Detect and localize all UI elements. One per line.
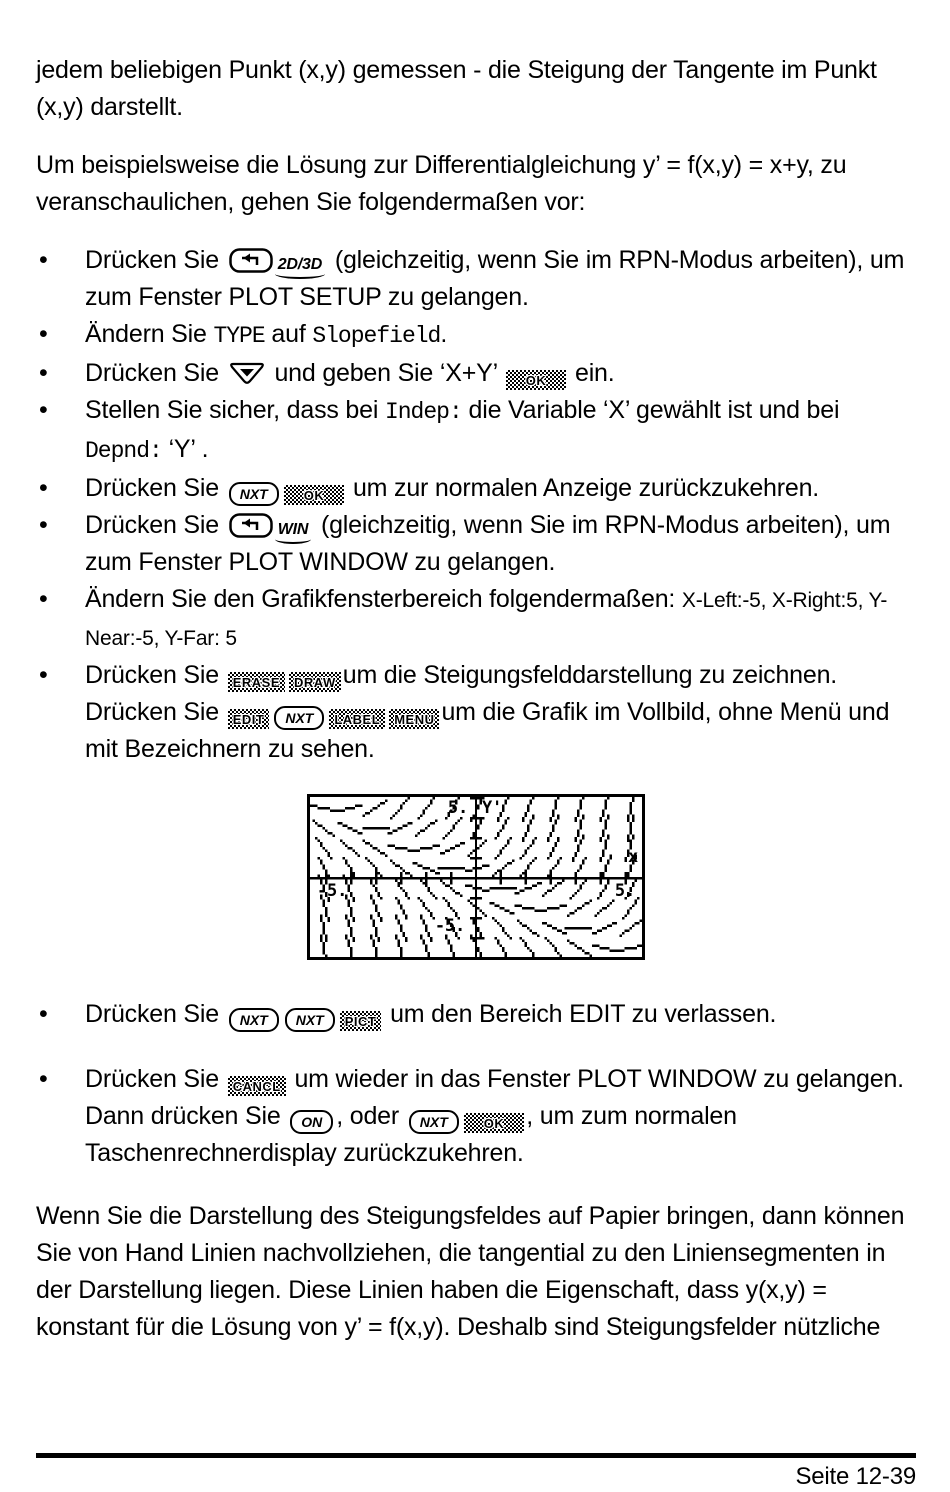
footer-rule bbox=[36, 1453, 916, 1458]
calculator-screenshot bbox=[307, 794, 645, 960]
bullet-item bbox=[36, 392, 916, 470]
shifted-label-2d3d: 2D/3D bbox=[277, 256, 323, 273]
screen-label-x-axis: x bbox=[627, 847, 638, 867]
softkey-pict: PICT bbox=[340, 1011, 382, 1031]
paragraph bbox=[36, 147, 916, 221]
text-run: Stellen Sie sicher, dass bei bbox=[85, 396, 385, 424]
text-run: Drücken Sie bbox=[85, 1000, 226, 1028]
text-run: Wenn Sie die Darstellung des Steigungsfeldes auf Papier bringen, dann können Sie von Hand Linien nachvollziehen, die tangential zu den Liniensegmenten in der Darstellung liegen. Diese Linien haben die Eigenschaft, dass y(x,y) = konstant für die Lösung von y’ = f(x,y). Deshalb sind Steigungsfelder nützliche bbox=[36, 1202, 905, 1341]
keycap-on: ON bbox=[290, 1110, 333, 1134]
text-run: die Variable ‘X’ gewählt ist und bei bbox=[461, 396, 840, 424]
text-run: um die Grafik im Vollbild, ohne Menü und mit Bezeichnern zu sehen. bbox=[85, 698, 890, 763]
text-run: um die Steigungsfelddarstellung zu zeichnen. Drücken Sie bbox=[85, 661, 838, 726]
keycap-nxt: NXT bbox=[274, 706, 324, 730]
text-run: und geben Sie ‘X+Y’ bbox=[267, 359, 504, 387]
keycap-nxt: NXT bbox=[409, 1110, 459, 1134]
text-run: , um zum normalen Taschenrechnerdisplay zurückzukehren. bbox=[85, 1102, 737, 1167]
bullet-item bbox=[36, 355, 916, 392]
screen-label-y-bottom: -5. bbox=[434, 916, 465, 936]
text-run: Drücken Sie bbox=[85, 661, 226, 689]
softkey-ok: OK bbox=[464, 1113, 525, 1133]
text-run: , oder bbox=[336, 1102, 406, 1130]
text-run: Ändern Sie bbox=[85, 320, 214, 348]
text-run: Drücken Sie bbox=[85, 511, 226, 539]
text-run-small: X-Left:-5, X-Right:5, Y-Near:-5, Y-Far: 5 bbox=[85, 589, 888, 650]
text-run: ein. bbox=[568, 359, 615, 387]
paragraph bbox=[36, 1198, 916, 1346]
bullet-item bbox=[36, 242, 916, 316]
bullet-item bbox=[36, 1061, 916, 1172]
keycap-nxt: NXT bbox=[229, 1008, 279, 1032]
keycap-nxt: NXT bbox=[229, 482, 279, 506]
bullet-item bbox=[36, 657, 916, 768]
bullet-list bbox=[36, 242, 916, 768]
text-run: jedem beliebigen Punkt (x,y) gemessen - die Steigung der Tangente im Punkt (x,y) darstellt. bbox=[36, 56, 877, 121]
text-run: um wieder in das Fenster PLOT WINDOW zu gelangen. Dann drücken Sie bbox=[85, 1065, 904, 1130]
screen-label-x-left: -5. bbox=[317, 881, 348, 901]
text-run: auf bbox=[264, 320, 313, 348]
text-run: Drücken Sie bbox=[85, 474, 226, 502]
bullet-list bbox=[36, 996, 916, 1172]
softkey-edit: EDIT bbox=[228, 709, 270, 729]
softkey-ok: OK bbox=[284, 485, 345, 505]
text-run: um den Bereich EDIT zu verlassen. bbox=[383, 1000, 777, 1028]
text-run: Ändern Sie den Grafikfensterbereich folgendermaßen: bbox=[85, 585, 682, 613]
paragraph bbox=[36, 52, 916, 126]
softkey-ok: OK bbox=[506, 370, 567, 390]
bullet-item bbox=[36, 470, 916, 507]
page-number: Seite 12-39 bbox=[795, 1463, 916, 1490]
text-run: ‘Y’ . bbox=[161, 435, 209, 463]
text-run: Drücken Sie bbox=[85, 359, 226, 387]
text-run: Um beispielsweise die Lösung zur Differentialgleichung y’ = f(x,y) = x+y, zu veranschaulichen, gehen Sie folgendermaßen vor: bbox=[36, 151, 847, 216]
screen-label-x-right: 5. bbox=[614, 881, 635, 901]
left-shift-key-icon bbox=[226, 246, 276, 274]
text-run: (gleichzeitig, wenn Sie im RPN-Modus arbeiten), um zum Fenster PLOT SETUP zu gelangen. bbox=[85, 246, 905, 311]
text-run: Drücken Sie bbox=[85, 246, 226, 274]
shifted-label-win: WIN bbox=[277, 521, 309, 538]
softkey-erase: ERASE bbox=[228, 672, 285, 692]
left-shift-key-icon bbox=[226, 511, 276, 539]
softkey-draw: DRAW bbox=[289, 672, 341, 692]
down-arrow-key-icon bbox=[226, 359, 268, 387]
text-run: Drücken Sie bbox=[85, 1065, 226, 1093]
mono-text: Slopefield bbox=[312, 323, 441, 349]
text-run: . bbox=[440, 320, 448, 348]
mono-text: Indep: bbox=[384, 399, 462, 425]
text-run: um zur normalen Anzeige zurückzukehren. bbox=[346, 474, 820, 502]
softkey-label: LABEL bbox=[329, 709, 385, 729]
page-content bbox=[36, 52, 916, 1367]
softkey-cancl: CANCL bbox=[228, 1076, 286, 1096]
bullet-item bbox=[36, 996, 916, 1033]
keycap-nxt: NXT bbox=[285, 1008, 335, 1032]
text-run: (gleichzeitig, wenn Sie im RPN-Modus arbeiten), um zum Fenster PLOT WINDOW zu gelangen. bbox=[85, 511, 891, 576]
screen-label-y-axis: Y' bbox=[482, 798, 503, 818]
bullet-item bbox=[36, 316, 916, 355]
bullet-item bbox=[36, 507, 916, 581]
mono-text: TYPE bbox=[213, 323, 265, 349]
screen-label-y-top: 5. bbox=[447, 798, 468, 818]
softkey-menu: MENU bbox=[389, 709, 439, 729]
bullet-item bbox=[36, 581, 916, 657]
mono-text: Depnd: bbox=[85, 438, 162, 464]
